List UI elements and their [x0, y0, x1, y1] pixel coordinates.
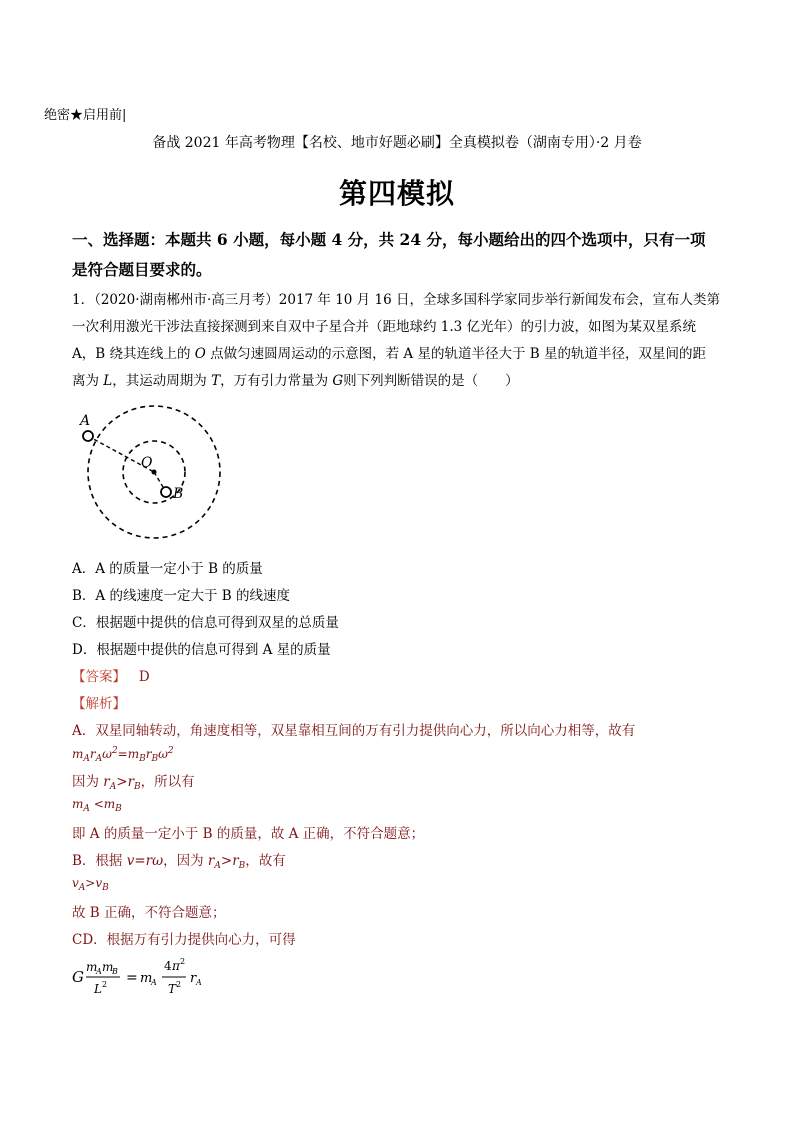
- question-line2: 一次利用激光干涉法直接探测到来自双中子星合并（距地球约 1.3 亿光年）的引力波，如图为某双星系统: [72, 319, 697, 335]
- analysis-label: 【解析】: [72, 696, 126, 712]
- paper-subtitle: 备战 2021 年高考物理【名校、地市好题必刷】全真模拟卷（湖南专用）·2 月卷: [152, 135, 642, 151]
- gravitation-equation: [72, 952, 232, 1002]
- option-b[interactable]: B．A 的线速度一定大于 B 的线速度: [72, 588, 290, 604]
- svg-text:L: L: [94, 982, 102, 996]
- svg-text:m: m: [102, 960, 114, 974]
- page-title: 第四模拟: [338, 177, 455, 210]
- svg-text:=: =: [126, 970, 138, 986]
- svg-text:2: 2: [102, 980, 108, 989]
- svg-text:m: m: [86, 960, 98, 974]
- svg-text:4: 4: [164, 959, 172, 973]
- solution-because-1: 因为 $r_A>r_B$，所以有: [72, 774, 195, 792]
- svg-text:T: T: [168, 982, 177, 996]
- answer-line: 【答案】 D: [72, 669, 150, 685]
- section-heading-line1: 一、选择题：本题共 6 小题，每小题 4 分，共 24 分，每小题给出的四个选项中，只有一项: [72, 230, 706, 249]
- solution-a-text: A．双星同轴转动，角速度相等，双星靠相互间的万有引力提供向心力，所以向心力相等，故有: [72, 723, 636, 739]
- solution-cd-text: CD．根据万有引力提供向心力，可得: [72, 932, 296, 948]
- svg-text:A: A: [196, 978, 202, 987]
- star-b: [161, 487, 171, 497]
- option-c[interactable]: C．根据题中提供的信息可得到双星的总质量: [72, 615, 339, 631]
- svg-text:π: π: [172, 959, 180, 973]
- label-o: O: [141, 455, 153, 471]
- question-line4: 离为 L，其运动周期为 T，万有引力常量为 G则下列判断错误的是（ ）: [72, 373, 519, 389]
- option-d[interactable]: D．根据题中提供的信息可得到 A 星的质量: [72, 642, 331, 658]
- label-a: A: [80, 413, 91, 429]
- svg-text:2: 2: [176, 980, 182, 989]
- svg-text:G: G: [72, 968, 84, 986]
- question-line3: A，B 绕其连线上的 O 点做匀速圆周运动的示意图，若 A 星的轨道半径大于 B 星的轨道半径，双星间的距: [72, 346, 706, 362]
- star-a: [83, 431, 93, 441]
- option-a[interactable]: A．A 的质量一定小于 B 的质量: [72, 561, 263, 577]
- solution-conclusion-a: 即 A 的质量一定小于 B 的质量，故 A 正确，不符合题意；: [72, 826, 425, 842]
- svg-text:r: r: [190, 971, 197, 986]
- label-b: B: [173, 486, 184, 502]
- binary-star-diagram: [66, 402, 236, 542]
- svg-text:B: B: [112, 967, 118, 976]
- solution-conclusion-b: 故 B 正确，不符合题意；: [72, 905, 226, 921]
- svg-text:2: 2: [180, 957, 186, 966]
- section-heading-line2: 是符合题目要求的。: [72, 260, 212, 279]
- svg-text:m: m: [140, 971, 153, 986]
- secret-label: 绝密★启用前|: [44, 108, 127, 123]
- question-line1: 1．（2020·湖南郴州市·高三月考）2017 年 10 月 16 日，全球多国科学家同步举行新闻发布会，宣布人类第: [72, 292, 720, 308]
- solution-formula-2: $m_A <m_B$: [72, 797, 122, 814]
- solution-formula-3: $v_A>v_B$: [72, 876, 109, 893]
- svg-text:A: A: [151, 978, 157, 987]
- solution-formula-1: $m_Ar_A\omega^2=m_Br_B\omega^2$: [72, 746, 174, 764]
- svg-text:A: A: [96, 967, 102, 976]
- solution-b-text: B．根据 v=rω，因为 $r_A>r_B$，故有: [72, 853, 286, 871]
